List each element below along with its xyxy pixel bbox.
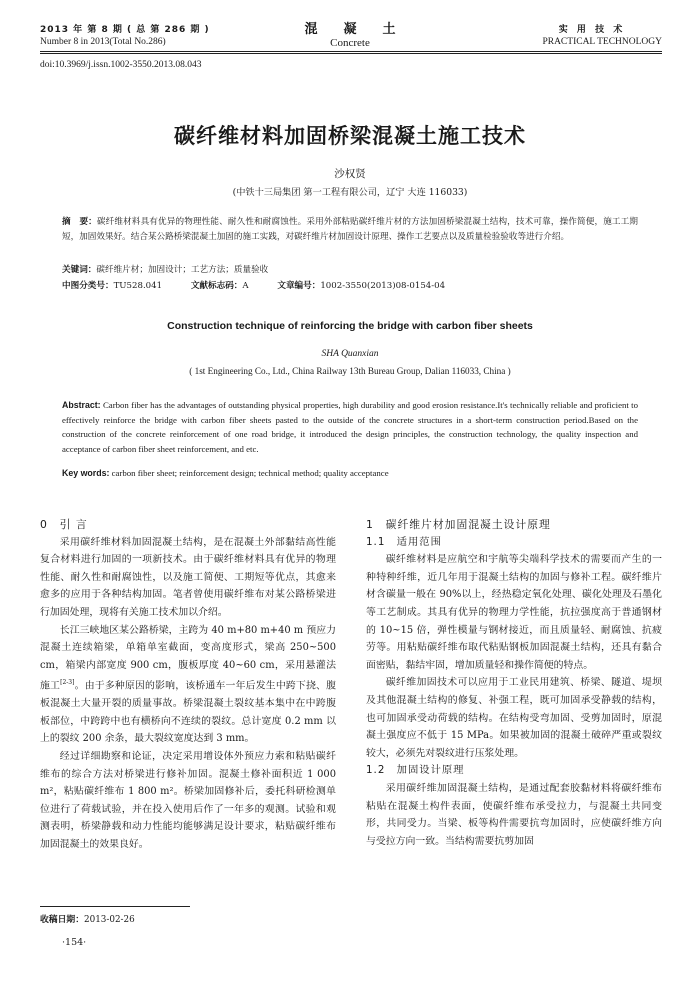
keywords-cn-label: 关键词：	[62, 265, 97, 275]
paper-title: 碳纤维材料加固桥梁混凝土施工技术	[174, 124, 526, 148]
keywords-en-text: carbon fiber sheet; reinforcement design; technical method; quality acceptance	[111, 468, 389, 478]
doc-label: 文献标志码：	[190, 281, 243, 291]
keywords-cn-text: 碳纤维片材；加固设计；工艺方法；质量验收	[96, 265, 269, 275]
intro-paragraph-2-a: 长江三峡地区某公路桥梁，主跨为 40 m+80 m+40 m 预应力混凝土连续箱梁，单箱单室截面，变高度形式，梁高 250~500 cm，箱梁内部宽度 900 cm，腹板厚度 40~60 cm，采用悬灌法施工	[40, 624, 336, 692]
journal-cn: 混 凝 土	[304, 22, 396, 37]
doc-value: A	[242, 281, 249, 291]
received-label: 收稿日期：	[40, 915, 84, 925]
affiliation-cn: (中铁十三局集团 第一工程有限公司，辽宁 大连 116033)	[232, 187, 468, 198]
abstract-en-text: Carbon fiber has the advantages of outstanding physical properties, high durability and good erosion resistance.It's technically reliable and proficient to effectively reinforce the bridge with carbon fiber sheets pasted to the outside of the concrete structures in a short-term construction period.Based on the construction of the concrete reinforcement of one road bridge, it introduced the design principles, the construction technology, the quality inspection and acceptance of carbon fiber sheet reinforcement, and etc.	[62, 400, 638, 454]
abstract-cn	[62, 215, 638, 244]
abstract-en	[62, 398, 638, 456]
column-en: PRACTICAL TECHNOLOGY	[542, 37, 662, 47]
section-0-heading: 0 引 言	[40, 518, 88, 531]
article-value: 1002-3550(2013)08-0154-04	[320, 281, 446, 291]
header-rule-2	[40, 53, 662, 54]
page-number: ·154·	[62, 937, 87, 948]
title-en: Construction technique of reinforcing the bridge with carbon fiber sheets	[167, 320, 533, 332]
doi: doi:10.3969/j.issn.1002-3550.2013.08.043	[40, 60, 202, 70]
header-rule	[40, 51, 662, 52]
design-paragraph-1: 采用碳纤维加固混凝土结构，是通过配套胶黏材料将碳纤维布粘贴在混凝土构件表面，使碳纤维布承受拉力，与混凝土共同变形，共同受力。当梁、板等构件需要抗弯加固时，应使碳纤维方向与受拉方向一致。当结构需要抗剪加固	[366, 782, 662, 847]
affiliation-en: ( 1st Engineering Co., Ltd., China Railway 13th Bureau Group, Dalian 116033, China )	[189, 366, 511, 376]
citation-ref: [2-3]	[60, 679, 75, 687]
author-en: SHA Quanxian	[321, 349, 379, 359]
intro-paragraph-3: 经过详细勘察和论证，决定采用增设体外预应力索和粘贴碳纤维布的综合方法对桥梁进行修补加固。混凝土修补面积近 1 000 m²，粘贴碳纤维布 1 800 m²。桥梁加固修补后，委托科研检测单位进行了荷载试验，并在投入使用后作了一年多的观测。试验和观测表明，桥梁静载和动力性能均能够满足设计要求，粘贴碳纤维布加固混凝土的效果良好。	[40, 751, 336, 850]
abstract-cn-label: 摘 要：	[62, 217, 97, 227]
received-date	[40, 912, 135, 925]
subsection-1-1-heading: 1.1 适用范围	[366, 535, 442, 548]
keywords-cn	[62, 263, 638, 278]
article-label: 文章编号：	[277, 281, 321, 291]
journal-en: Concrete	[330, 37, 370, 49]
section-1-heading: 1 碳纤维片材加固混凝土设计原理	[366, 518, 551, 531]
scope-paragraph-2: 碳纤维加固技术可以应用于工业民用建筑、桥梁、隧道、堤坝及其他混凝土结构的修复、补强工程，既可加固承受静载的结构，也可加固承受动荷载的结构。在结构受弯加固、受剪加固时，原混凝土强度应不低于 15 MPa。如果被加固的混凝土破碎严重或裂纹较大，必须先对裂纹进行压浆处理。	[366, 677, 662, 759]
subsection-1-2-heading: 1.2 加固设计原理	[366, 764, 465, 777]
abstract-en-label: Abstract:	[62, 400, 101, 410]
intro-paragraph-2	[40, 622, 336, 748]
keywords-en-label: Key words:	[62, 468, 110, 478]
scope-paragraph-1: 碳纤维材料是应航空和宇航等尖端科学技术的需要而产生的一种特种纤维，近几年用于混凝土结构的加固与修补工程。碳纤维片材含碳量一般在 90%以上，经热稳定氧化处理、碳化处理及石墨化等工艺制成。其具有优异的物理力学性能，抗拉强度高于普通钢材的 10~15 倍，弹性模量与钢材接近，而且质量轻、耐腐蚀、抗疲劳等。用粘贴碳纤维布取代粘贴钢板加固混凝土结构，还具有黏合面密贴，黏结牢固，增加质量轻和操作简便的特点。	[366, 554, 662, 671]
intro-paragraph-1: 采用碳纤维材料加固混凝土结构，是在混凝土外部黏结高性能复合材料进行加固的一项新技术。由于碳纤维材料具有优异的物理性能、耐久性和耐腐蚀性，以及施工简便、工期短等优点，其愈来愈多的应用于各种结构加固。笔者曾使用碳纤维布对某公路桥梁进行加固处理，现将有关施工技术加以介绍。	[40, 536, 336, 618]
left-column	[40, 516, 336, 854]
issue-cn: 2013 年 第 8 期 ( 总 第 286 期 )	[40, 25, 210, 35]
received-value: 2013-02-26	[84, 915, 135, 925]
right-column	[366, 516, 662, 850]
intro-paragraph-2-b: 。由于多种原因的影响，该桥通车一年后发生中跨下挠、腹板混凝土大量开裂的质量事故。桥梁混凝土裂纹基本集中在中跨腹板部位，中跨跨中也有横桥向不连续的裂纹。总计宽度 0.2 mm 以上的裂纹 200 余条，最大裂纹宽度达到 3 mm。	[40, 680, 336, 745]
author-cn: 沙权贤	[334, 168, 366, 180]
abstract-cn-text: 碳纤维材料具有优异的物理性能、耐久性和耐腐蚀性。采用外部粘贴碳纤维片材的方法加固桥梁混凝土结构，技术可靠，操作简便，施工工期短，加固效果好。结合某公路桥梁混凝土加固的施工实践，对碳纤维片材加固设计原理、操作工艺要点以及质量检验验收等进行介绍。	[62, 217, 638, 242]
issue-en: Number 8 in 2013(Total No.286)	[40, 37, 166, 47]
clc-label: 中图分类号：	[62, 281, 114, 291]
clc-value: TU528.041	[113, 281, 163, 291]
column-cn: 实 用 技 术	[558, 25, 626, 35]
keywords-en	[62, 466, 638, 481]
footnote-rule	[40, 906, 190, 907]
classification	[62, 279, 638, 294]
